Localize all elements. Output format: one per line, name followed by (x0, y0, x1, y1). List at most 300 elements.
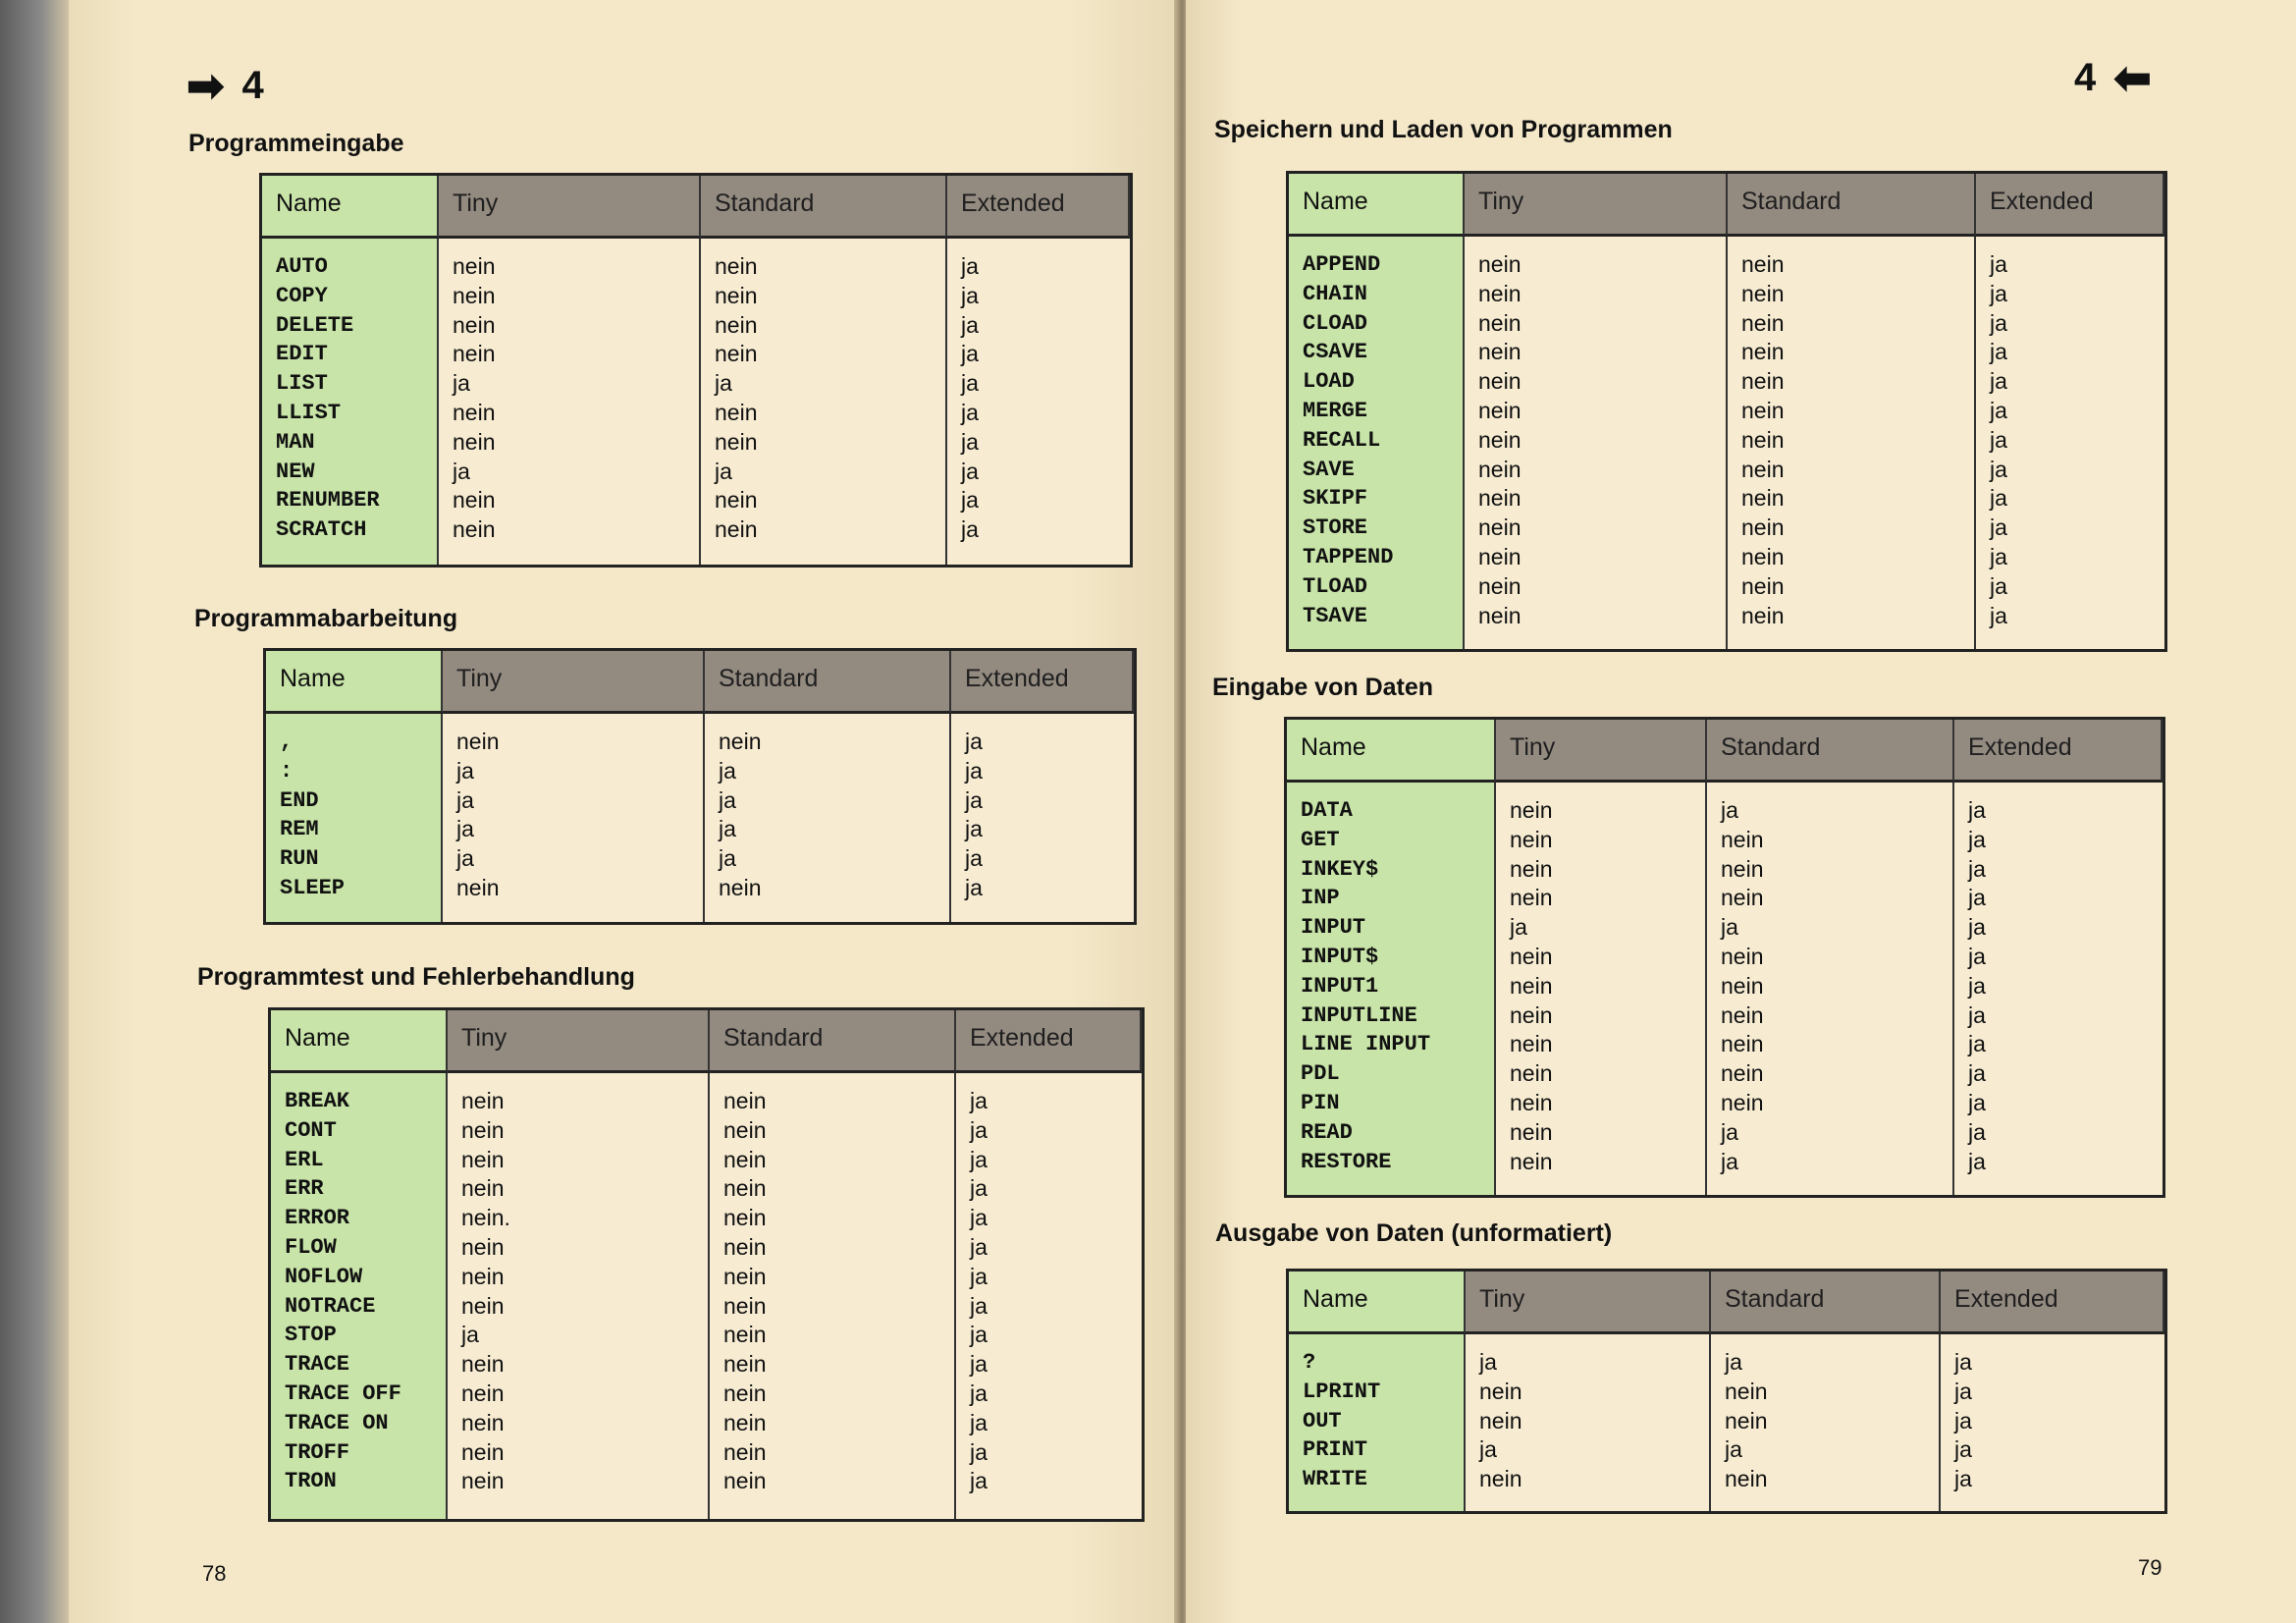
support-cell: nein (1741, 572, 1785, 599)
support-cell: nein (461, 1351, 505, 1378)
command-name-cell: CLOAD (1303, 310, 1368, 336)
support-cell: nein (723, 1380, 767, 1406)
column-name (271, 1073, 448, 1519)
command-name-cell: READ (1301, 1119, 1353, 1145)
support-cell: ja (1721, 1148, 1738, 1174)
support-cell: ja (1968, 1148, 1986, 1174)
command-table (268, 1007, 1145, 1522)
support-cell: nein (453, 253, 496, 279)
support-cell: ja (1954, 1466, 1972, 1492)
command-name-cell: PDL (1301, 1061, 1340, 1087)
support-cell: ja (1990, 251, 2007, 277)
support-cell: nein (1721, 855, 1764, 882)
support-cell: nein (1478, 543, 1522, 569)
command-name-cell: CSAVE (1303, 340, 1368, 365)
support-cell: ja (715, 458, 732, 484)
command-name-cell: TLOAD (1303, 573, 1368, 599)
command-name-cell: TRACE (285, 1352, 350, 1378)
command-name-cell: SLEEP (280, 875, 346, 900)
support-cell: ja (1990, 397, 2007, 423)
support-cell: nein (723, 1438, 767, 1465)
support-cell: nein (723, 1409, 767, 1435)
column-header-tiny: Tiny (1466, 1271, 1711, 1334)
command-name-cell: TRON (285, 1469, 337, 1494)
support-cell: ja (1968, 1001, 1986, 1028)
support-cell: ja (961, 458, 979, 484)
support-cell: nein (1510, 1148, 1553, 1174)
support-cell: ja (719, 816, 736, 842)
column-standard (710, 1073, 956, 1519)
support-cell: nein (1741, 485, 1785, 512)
support-cell: ja (961, 428, 979, 455)
support-cell: ja (965, 845, 983, 872)
column-tiny (1496, 783, 1707, 1195)
column-header-extended: Extended (1954, 720, 2163, 783)
support-cell: nein (453, 341, 496, 367)
support-cell: ja (1968, 855, 1986, 882)
command-name-cell: NOFLOW (285, 1264, 363, 1289)
support-cell: ja (1990, 572, 2007, 599)
column-header-tiny: Tiny (1465, 174, 1728, 237)
command-name-cell: MERGE (1303, 398, 1368, 423)
support-cell: ja (1968, 943, 1986, 969)
support-cell: ja (970, 1322, 988, 1348)
column-header-standard: Standard (701, 176, 947, 239)
support-cell: nein (715, 428, 758, 455)
support-cell: ja (453, 458, 470, 484)
support-cell: ja (1721, 1118, 1738, 1145)
command-name-cell: INKEY$ (1301, 856, 1379, 882)
column-header-tiny: Tiny (1496, 720, 1707, 783)
support-cell: nein (461, 1088, 505, 1113)
support-cell: nein (453, 516, 496, 543)
command-name-cell: END (280, 787, 319, 813)
arrow-right-icon: ➡ (187, 60, 225, 111)
chapter-number: 4 (241, 63, 264, 107)
column-header-standard: Standard (710, 1010, 956, 1073)
support-cell: ja (970, 1205, 988, 1231)
command-name-cell: BREAK (285, 1089, 350, 1113)
support-cell: nein (1478, 397, 1522, 423)
command-table (1286, 1269, 2167, 1514)
support-cell: nein (1479, 1378, 1522, 1404)
support-cell: nein (715, 341, 758, 367)
support-cell: nein (1478, 339, 1522, 365)
column-header-tiny: Tiny (448, 1010, 710, 1073)
support-cell: ja (456, 816, 474, 842)
support-cell: nein (1721, 972, 1764, 999)
support-cell: ja (1725, 1436, 1742, 1463)
support-cell: nein (1478, 602, 1522, 628)
support-cell: ja (456, 757, 474, 784)
support-cell: nein (1741, 426, 1785, 453)
support-cell: nein (1721, 826, 1764, 852)
command-name-cell: ? (1303, 1350, 1316, 1375)
support-cell: nein (1721, 1060, 1764, 1087)
section-title: Programmtest und Fehlerbehandlung (197, 963, 635, 991)
command-name-cell: CONT (285, 1117, 337, 1143)
support-cell: ja (970, 1116, 988, 1143)
support-cell: nein (1478, 368, 1522, 395)
support-cell: ja (1954, 1349, 1972, 1375)
command-name-cell: LOAD (1303, 369, 1355, 395)
support-cell: nein (723, 1146, 767, 1172)
command-name-cell: STOP (285, 1323, 337, 1348)
support-cell: ja (970, 1351, 988, 1378)
support-cell: nein (723, 1116, 767, 1143)
support-cell: nein (1510, 1001, 1553, 1028)
support-cell: nein (456, 729, 500, 754)
support-cell: nein (723, 1351, 767, 1378)
support-cell: nein (1510, 1060, 1553, 1087)
support-cell: ja (965, 729, 983, 754)
command-name-cell: COPY (276, 283, 328, 308)
support-cell: ja (1968, 885, 1986, 911)
column-tiny (439, 239, 701, 565)
column-tiny (443, 714, 705, 922)
command-name-cell: INPUTLINE (1301, 1002, 1417, 1028)
support-cell: nein (461, 1146, 505, 1172)
support-cell: nein (1510, 885, 1553, 911)
support-cell: ja (1990, 368, 2007, 395)
support-cell: nein (1510, 1089, 1553, 1115)
column-header-extended: Extended (947, 176, 1130, 239)
column-header-extended: Extended (956, 1010, 1142, 1073)
support-cell: nein (1741, 280, 1785, 306)
command-name-cell: DELETE (276, 312, 354, 338)
command-name-cell: STORE (1303, 515, 1368, 541)
support-cell: nein (715, 516, 758, 543)
support-cell: nein (1721, 885, 1764, 911)
support-cell: ja (961, 399, 979, 425)
command-name-cell: PRINT (1303, 1437, 1368, 1463)
support-cell: ja (965, 757, 983, 784)
support-cell: ja (1990, 426, 2007, 453)
support-cell: nein (719, 874, 762, 900)
support-cell: ja (1968, 1031, 1986, 1057)
support-cell: ja (1990, 339, 2007, 365)
support-cell: nein (723, 1263, 767, 1289)
command-table (1286, 171, 2167, 652)
column-standard (1707, 783, 1954, 1195)
support-cell: ja (970, 1292, 988, 1319)
support-cell: ja (965, 786, 983, 813)
column-extended (1954, 783, 2163, 1195)
column-header-name: Name (266, 651, 443, 714)
column-header-tiny: Tiny (439, 176, 701, 239)
support-cell: nein (1510, 826, 1553, 852)
section-title: Programmeingabe (188, 130, 404, 157)
support-cell: ja (1954, 1407, 1972, 1434)
support-cell: nein (461, 1233, 505, 1260)
support-cell: nein (1721, 1089, 1764, 1115)
support-cell: ja (1721, 914, 1738, 941)
command-name-cell: GET (1301, 827, 1340, 852)
page-number: 78 (202, 1561, 227, 1586)
column-extended (1941, 1334, 2164, 1511)
support-cell: nein (1741, 309, 1785, 336)
support-cell: ja (1954, 1436, 1972, 1463)
support-cell: ja (1990, 456, 2007, 482)
support-cell: ja (961, 516, 979, 543)
support-cell: ja (970, 1263, 988, 1289)
support-cell: nein (715, 399, 758, 425)
support-cell: ja (1990, 309, 2007, 336)
support-cell: nein (461, 1263, 505, 1289)
support-cell: ja (1990, 280, 2007, 306)
support-cell: ja (970, 1438, 988, 1465)
support-cell: nein (456, 874, 500, 900)
support-cell: ja (961, 341, 979, 367)
command-name-cell: RESTORE (1301, 1149, 1392, 1174)
column-header-standard: Standard (1711, 1271, 1941, 1334)
support-cell: ja (1479, 1349, 1497, 1375)
command-name-cell: NEW (276, 459, 315, 484)
column-name (1287, 783, 1496, 1195)
section-title: Eingabe von Daten (1212, 674, 1434, 701)
support-cell: ja (970, 1146, 988, 1172)
command-name-cell: ERROR (285, 1206, 350, 1231)
support-cell: nein (461, 1468, 505, 1494)
command-name-cell: : (280, 758, 294, 784)
support-cell: nein (1510, 1118, 1553, 1145)
command-table (259, 173, 1133, 568)
command-name-cell: MAN (276, 429, 315, 455)
support-cell: ja (970, 1409, 988, 1435)
support-cell: ja (1968, 1118, 1986, 1145)
support-cell: nein (461, 1116, 505, 1143)
support-cell: ja (719, 757, 736, 784)
column-header-name: Name (271, 1010, 448, 1073)
chapter-marker-right (2074, 52, 2152, 103)
support-cell: nein (1510, 797, 1553, 823)
support-cell: ja (961, 253, 979, 279)
support-cell: ja (453, 370, 470, 397)
support-cell: nein (1741, 339, 1785, 365)
support-cell: nein (1741, 397, 1785, 423)
support-cell: nein (723, 1322, 767, 1348)
support-cell: ja (456, 786, 474, 813)
command-name-cell: SKIPF (1303, 486, 1368, 512)
support-cell: nein (453, 311, 496, 338)
support-cell: ja (970, 1233, 988, 1260)
support-cell: ja (961, 370, 979, 397)
command-name-cell: TSAVE (1303, 603, 1368, 628)
support-cell: ja (719, 786, 736, 813)
page-number: 79 (2138, 1555, 2163, 1580)
support-cell: ja (1968, 797, 1986, 823)
support-cell: nein (1725, 1407, 1768, 1434)
column-extended (956, 1073, 1142, 1519)
support-cell: nein (1478, 426, 1522, 453)
support-cell: ja (1968, 1089, 1986, 1115)
support-cell: ja (456, 845, 474, 872)
support-cell: nein (715, 311, 758, 338)
support-cell: ja (1968, 914, 1986, 941)
support-cell: ja (1990, 514, 2007, 541)
command-name-cell: EDIT (276, 342, 328, 367)
support-cell: ja (970, 1468, 988, 1494)
column-tiny (1465, 237, 1728, 649)
column-standard (701, 239, 947, 565)
support-cell: nein (723, 1233, 767, 1260)
command-name-cell: LPRINT (1303, 1379, 1381, 1404)
support-cell: nein (1479, 1466, 1522, 1492)
support-cell: ja (1968, 972, 1986, 999)
command-name-cell: WRITE (1303, 1467, 1368, 1492)
support-cell: ja (1510, 914, 1527, 941)
section-title: Ausgabe von Daten (unformatiert) (1215, 1219, 1613, 1247)
support-cell: nein (453, 428, 496, 455)
column-standard (1728, 237, 1976, 649)
support-cell: nein (719, 729, 762, 754)
support-cell: nein (1510, 1031, 1553, 1057)
support-cell: nein (723, 1292, 767, 1319)
support-cell: nein (1478, 572, 1522, 599)
support-cell: ja (719, 845, 736, 872)
column-header-name: Name (1289, 1271, 1466, 1334)
support-cell: nein (723, 1205, 767, 1231)
support-cell: nein (1741, 543, 1785, 569)
support-cell: nein (461, 1409, 505, 1435)
command-name-cell: INP (1301, 886, 1340, 911)
support-cell: ja (961, 282, 979, 308)
support-cell: ja (970, 1088, 988, 1113)
support-cell: nein (723, 1468, 767, 1494)
column-header-tiny: Tiny (443, 651, 705, 714)
support-cell: nein. (461, 1205, 510, 1231)
command-name-cell: INPUT1 (1301, 973, 1379, 999)
support-cell: ja (1968, 1060, 1986, 1087)
support-cell: ja (961, 311, 979, 338)
column-header-name: Name (1289, 174, 1465, 237)
support-cell: nein (1741, 456, 1785, 482)
column-standard (1711, 1334, 1941, 1511)
column-name (1289, 237, 1465, 649)
support-cell: ja (1725, 1349, 1742, 1375)
support-cell: nein (1478, 485, 1522, 512)
command-name-cell: ERL (285, 1147, 324, 1172)
command-name-cell: SCRATCH (276, 517, 367, 543)
command-name-cell: DATA (1301, 798, 1353, 823)
support-cell: nein (1510, 943, 1553, 969)
column-tiny (448, 1073, 710, 1519)
support-cell: ja (1721, 797, 1738, 823)
column-extended (1976, 237, 2164, 649)
support-cell: ja (970, 1380, 988, 1406)
support-cell: ja (461, 1322, 479, 1348)
support-cell: nein (1479, 1407, 1522, 1434)
column-name (266, 714, 443, 922)
command-name-cell: TRACE OFF (285, 1380, 401, 1406)
support-cell: nein (1478, 280, 1522, 306)
command-name-cell: LIST (276, 371, 328, 397)
command-name-cell: RENUMBER (276, 488, 380, 514)
right-page (1186, 0, 2296, 1623)
command-name-cell: , (280, 730, 294, 754)
column-header-name: Name (262, 176, 439, 239)
support-cell: nein (453, 282, 496, 308)
support-cell: nein (1478, 251, 1522, 277)
command-name-cell: INPUT (1301, 915, 1366, 941)
support-cell: nein (1721, 1031, 1764, 1057)
column-header-extended: Extended (951, 651, 1134, 714)
scan-edge-shadow (0, 0, 69, 1623)
support-cell: nein (1510, 972, 1553, 999)
support-cell: ja (715, 370, 732, 397)
command-table (1284, 717, 2165, 1198)
command-name-cell: RUN (280, 846, 319, 872)
support-cell: nein (461, 1438, 505, 1465)
column-header-standard: Standard (1728, 174, 1976, 237)
support-cell: ja (1990, 602, 2007, 628)
column-standard (705, 714, 951, 922)
support-cell: nein (1721, 943, 1764, 969)
column-header-extended: Extended (1976, 174, 2164, 237)
chapter-number: 4 (2074, 55, 2097, 99)
support-cell: nein (1478, 309, 1522, 336)
command-name-cell: PIN (1301, 1090, 1340, 1115)
chapter-marker-left (187, 60, 264, 111)
command-name-cell: APPEND (1303, 252, 1381, 277)
command-name-cell: TRACE ON (285, 1410, 389, 1435)
command-name-cell: AUTO (276, 254, 328, 279)
support-cell: nein (1510, 855, 1553, 882)
support-cell: ja (1954, 1378, 1972, 1404)
support-cell: nein (723, 1088, 767, 1113)
column-name (1289, 1334, 1466, 1511)
support-cell: nein (715, 282, 758, 308)
column-header-standard: Standard (705, 651, 951, 714)
support-cell: nein (1741, 602, 1785, 628)
support-cell: nein (715, 253, 758, 279)
section-title: Programmabarbeitung (194, 605, 458, 632)
command-name-cell: REM (280, 817, 319, 842)
command-name-cell: RECALL (1303, 427, 1381, 453)
command-name-cell: ERR (285, 1176, 324, 1202)
column-extended (951, 714, 1134, 922)
support-cell: nein (461, 1380, 505, 1406)
support-cell: ja (965, 816, 983, 842)
support-cell: nein (715, 487, 758, 514)
column-header-extended: Extended (1941, 1271, 2164, 1334)
column-name (262, 239, 439, 565)
column-extended (947, 239, 1130, 565)
arrow-left-icon: ⬅ (2113, 52, 2152, 103)
column-header-name: Name (1287, 720, 1496, 783)
command-table (263, 648, 1137, 925)
command-name-cell: CHAIN (1303, 281, 1368, 306)
command-name-cell: LINE INPUT (1301, 1032, 1431, 1057)
support-cell: ja (1990, 485, 2007, 512)
support-cell: nein (1725, 1466, 1768, 1492)
command-name-cell: SAVE (1303, 457, 1355, 482)
support-cell: nein (1741, 368, 1785, 395)
column-header-standard: Standard (1707, 720, 1954, 783)
support-cell: nein (453, 399, 496, 425)
command-name-cell: FLOW (285, 1234, 337, 1260)
support-cell: ja (1990, 543, 2007, 569)
left-page (69, 0, 1178, 1623)
support-cell: nein (453, 487, 496, 514)
command-name-cell: NOTRACE (285, 1293, 376, 1319)
support-cell: nein (1478, 514, 1522, 541)
support-cell: ja (970, 1175, 988, 1202)
support-cell: nein (1721, 1001, 1764, 1028)
support-cell: ja (1968, 826, 1986, 852)
command-name-cell: TAPPEND (1303, 544, 1394, 569)
support-cell: ja (1479, 1436, 1497, 1463)
